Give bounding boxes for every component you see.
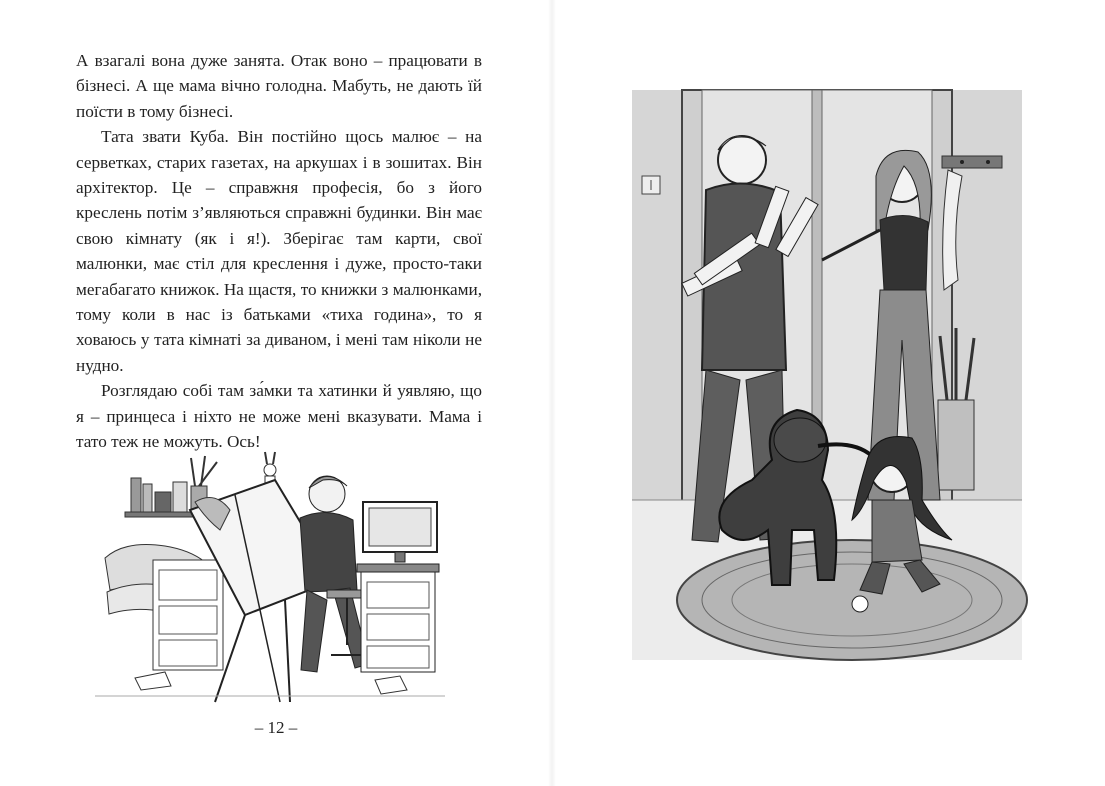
paragraph-1: А взагалі вона дуже занята. Отак воно – працювати в бізнесі. А ще мама вічно голодна. Мабуть, не дають їй поїсти в тому бізнесі. — [76, 51, 482, 121]
paragraph-2: Тата звати Куба. Він постійно щось малює – на серветках, старих газетах, на аркушах і в зошитах. Він архітектор. Це – справжня професія, бо з його креслень потім з’являються справжні будинки. Він має свою кімнату (як і я!). Зберігає там карти, свої малюнки, має стіл для креслення і дуже, просто-таки мегабагато книжок. На щастя, то книжки з малюнками, тому коли в нас із батьками «тиха година», то я ховаюсь у тата кімнаті за диваном, і мені там ніколи не нудно. — [76, 127, 482, 375]
page-number: – 12 – — [254, 718, 298, 737]
left-page — [0, 0, 552, 786]
father-drawing-illustration — [95, 440, 445, 705]
body-text — [76, 48, 482, 455]
family-illustration — [622, 80, 1032, 670]
right-page — [552, 0, 1105, 786]
paragraph-3: Розглядаю собі там за́мки та хатинки й уявляю, що я – принцеса і ніхто не може мені вказувати. Мама і тато теж не можуть. Ось! — [76, 381, 482, 452]
